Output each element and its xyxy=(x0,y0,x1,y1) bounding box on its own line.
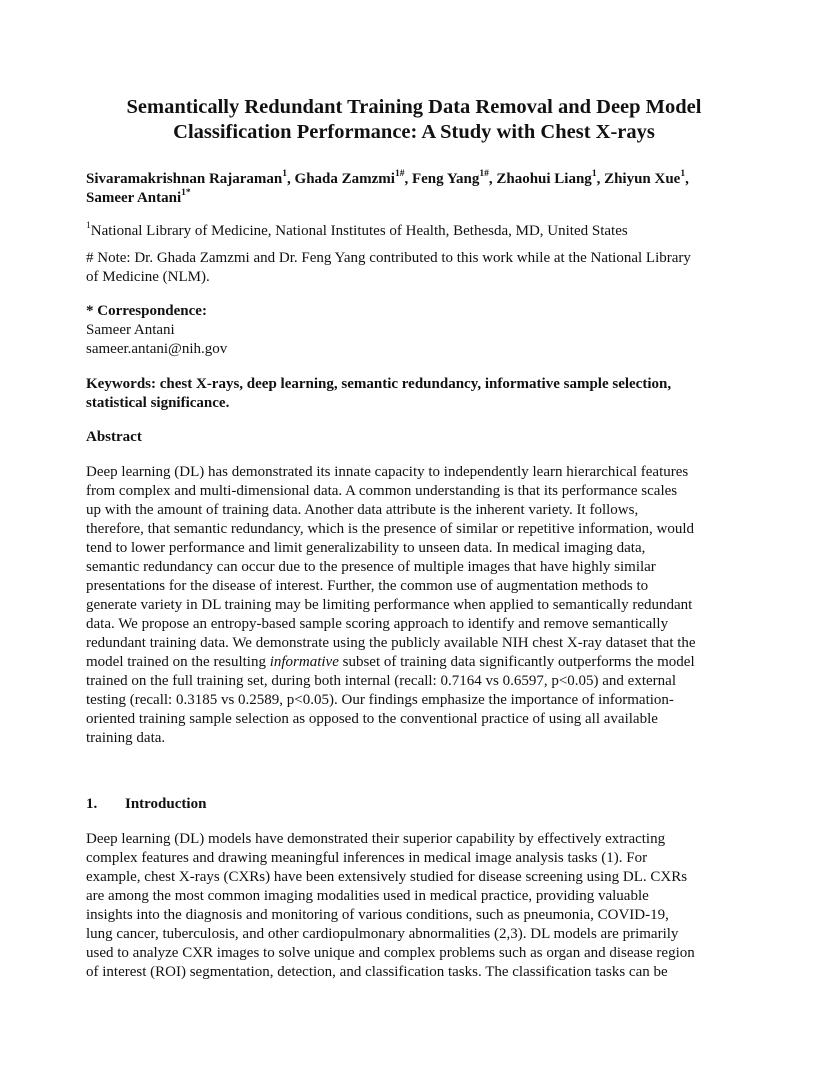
author-affiliation-mark: 1# xyxy=(479,169,489,179)
section-heading xyxy=(86,795,206,814)
intro-line: are among the most common imaging modalities used in medical practice, providing valuable xyxy=(86,888,649,904)
abstract-line xyxy=(86,653,776,672)
abstract-emphasis: informative xyxy=(269,654,339,670)
abstract-heading: Abstract xyxy=(86,429,142,445)
intro-line: complex features and drawing meaningful inferences in medical image analysis tasks (1). For xyxy=(86,850,648,866)
note-line: # Note: Dr. Ghada Zamzmi and Dr. Feng Yang contributed to this work while at the National Library xyxy=(86,250,691,266)
correspondence-email: sameer.antani@nih.gov xyxy=(86,341,228,357)
author-affiliation-mark: 1# xyxy=(394,169,405,179)
correspondence-heading: * Correspondence: xyxy=(86,303,207,319)
intro-line: Deep learning (DL) models have demonstrated their superior capability by effectively extracting xyxy=(86,831,666,847)
abstract-line: generate variety in DL training may be limiting performance when applied to semantically redundant xyxy=(86,597,693,613)
author-name: Zhiyun Xue xyxy=(604,171,681,187)
title-line: Classification Performance: A Study with Chest X-rays xyxy=(173,121,655,143)
abstract-line: trained on the full training set, during both internal (recall: 0.7164 vs 0.6597, p<0.05) and external xyxy=(86,673,676,689)
affiliation-text: National Library of Medicine, National Institutes of Health, Bethesda, MD, United States xyxy=(90,223,628,239)
author-name: Sivaramakrishnan Rajaraman xyxy=(86,171,283,187)
note-line: of Medicine (NLM). xyxy=(86,269,210,285)
author-line: Sivaramakrishnan Rajaraman$^1$, Ghada Zamzmi$^{1\#}$, Feng Yang$^{1\#}$, Zhaohui Liang$^1$, Zhiyun Xue$^1$, xyxy=(86,169,689,187)
abstract-line: data. We propose an entropy-based sample scoring approach to identify and remove semantically xyxy=(86,616,669,632)
introduction-body xyxy=(86,830,776,982)
affiliation-mark: 1 xyxy=(86,221,91,231)
abstract-line: semantic redundancy can occur due to the presence of multiple images that have highly similar xyxy=(86,559,656,575)
keywords xyxy=(86,375,766,413)
contribution-note xyxy=(86,249,766,287)
author-affiliation-mark: 1 xyxy=(282,169,288,179)
correspondence-name: Sameer Antani xyxy=(86,322,175,338)
author-affiliation-mark: 1* xyxy=(181,188,191,198)
author-name: Feng Yang xyxy=(411,171,480,187)
intro-line: of interest (ROI) segmentation, detection, and classification tasks. The classification tasks can be xyxy=(86,964,668,980)
abstract-line: redundant training data. We demonstrate using the publicly available NIH chest X-ray dataset that the xyxy=(86,635,696,651)
abstract-line: tend to lower performance and limit generalizability to unseen data. In medical imaging data, xyxy=(86,540,646,556)
author-line xyxy=(86,189,766,208)
author-name: Zhaohui Liang xyxy=(496,171,592,187)
abstract-line: training data. xyxy=(86,730,166,746)
author-affiliation-mark: 1 xyxy=(680,169,686,179)
abstract-body xyxy=(86,463,776,748)
abstract-line: therefore, that semantic redundancy, which is the presence of similar or repetitive information, would xyxy=(86,521,694,537)
keywords-line: statistical significance. xyxy=(86,395,230,411)
author-list xyxy=(86,170,766,208)
correspondence xyxy=(86,302,766,359)
abstract-line: oriented training sample selection as opposed to the conventional practice of using all available xyxy=(86,711,658,727)
intro-line: lung cancer, tuberculosis, and other cardiopulmonary abnormalities (2,3). DL models are primarily xyxy=(86,926,679,942)
abstract-text: subset of training data significantly outperforms the model xyxy=(338,654,695,670)
intro-line: insights into the diagnosis and monitoring of various conditions, such as pneumonia, COVID-19, xyxy=(86,907,669,923)
intro-line: used to analyze CXR images to solve unique and complex problems such as organ and disease region xyxy=(86,945,695,961)
abstract-line: Deep learning (DL) has demonstrated its innate capacity to independently learn hierarchical features xyxy=(86,464,689,480)
keywords-line: Keywords: chest X-rays, deep learning, semantic redundancy, informative sample selection, xyxy=(86,376,672,392)
affiliation xyxy=(86,222,766,241)
paper-title xyxy=(60,95,768,145)
abstract-text: model trained on the resulting xyxy=(86,654,270,670)
abstract-line: testing (recall: 0.3185 vs 0.2589, p<0.05). Our findings emphasize the importance of information- xyxy=(86,692,674,708)
author-name: Ghada Zamzmi xyxy=(294,171,395,187)
title-line: Semantically Redundant Training Data Removal and Deep Model xyxy=(126,96,702,118)
section-title: Introduction xyxy=(125,796,207,812)
abstract-line: up with the amount of training data. Another data attribute is the inherent variety. It follows, xyxy=(86,502,639,518)
author-name: Sameer Antani xyxy=(86,190,182,206)
section-number: 1. xyxy=(86,796,98,812)
author-affiliation-mark: 1 xyxy=(591,169,597,179)
abstract-line: presentations for the disease of interest. Further, the common use of augmentation methods to xyxy=(86,578,649,594)
intro-line: example, chest X-rays (CXRs) have been extensively studied for disease screening using DL. CXRs xyxy=(86,869,688,885)
abstract-line: from complex and multi-dimensional data. A common understanding is that its performance scales xyxy=(86,483,678,499)
